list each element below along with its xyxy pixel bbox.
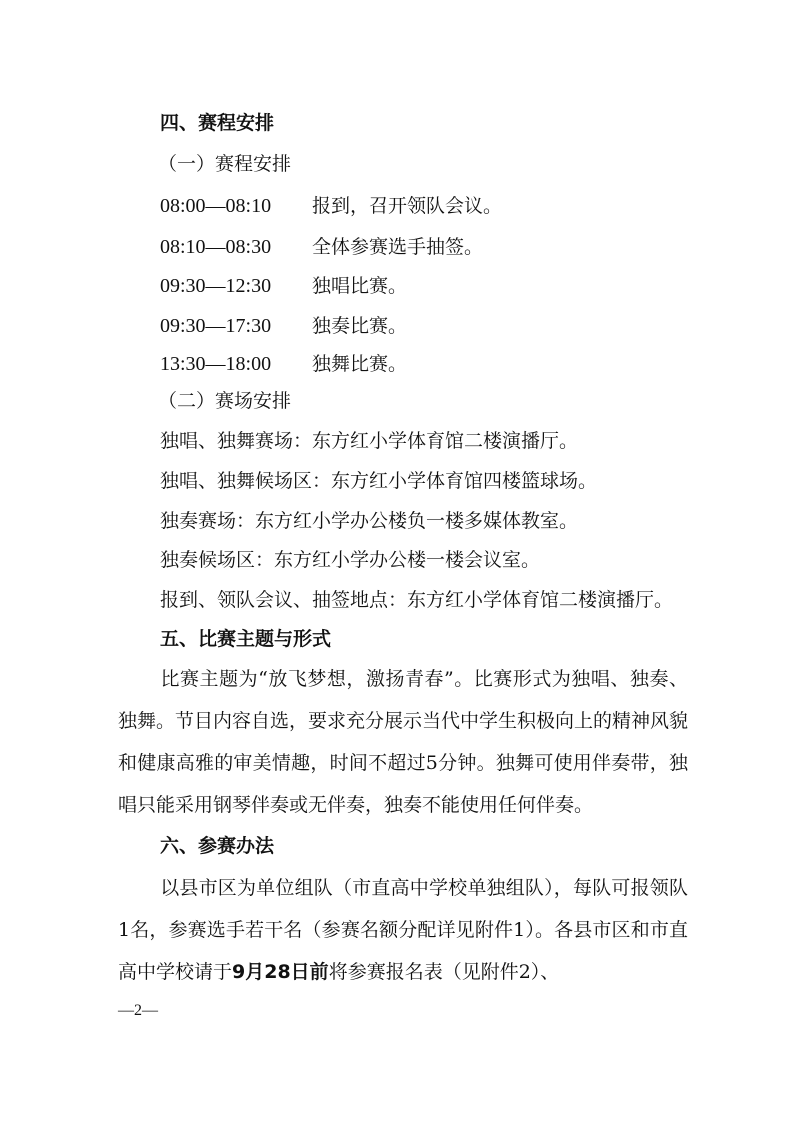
section6-paragraph	[118, 867, 688, 993]
section6-body-part2: 将参赛报名表（见附件2）、	[328, 961, 560, 983]
schedule-event: 报到，召开领队会议。	[312, 195, 503, 217]
section6-body-part1: 以县市区为单位组队（市直高中学校单独组队），每队可报领队1名，参赛选手若干名（参赛名额分配详见附件1）。各县市区和市直高中学校请于	[118, 877, 688, 983]
section6-deadline: 9月28日前	[232, 961, 329, 983]
schedule-time: 08:10—08:30	[160, 236, 272, 258]
schedule-subheading: （一）赛程安排	[158, 153, 292, 175]
page-number: —2—	[118, 1002, 158, 1019]
section4-heading: 四、赛程安排	[160, 112, 275, 134]
section5-heading: 五、比赛主题与形式	[160, 628, 332, 650]
section5-body: 比赛主题为“放飞梦想，激扬青春”。比赛形式为独唱、独奏、独舞。节目内容自选，要求充分展示当代中学生积极向上的精神风貌和健康高雅的审美情趣，时间不超过5分钟。独舞可使用伴奏带，独唱只能采用钢琴伴奏或无伴奏，独奏不能使用任何伴奏。	[118, 668, 689, 816]
venue-line: 独唱、独舞赛场：东方红小学体育馆二楼演播厅。	[160, 430, 579, 452]
schedule-event: 独舞比赛。	[312, 353, 408, 375]
schedule-row	[160, 349, 407, 376]
schedule-row	[160, 271, 407, 298]
venue-line: 报到、领队会议、抽签地点：东方红小学体育馆二楼演播厅。	[160, 589, 674, 611]
schedule-row	[160, 232, 483, 259]
schedule-row	[160, 191, 502, 218]
schedule-time: 13:30—18:00	[160, 353, 272, 375]
schedule-event: 全体参赛选手抽签。	[312, 236, 484, 258]
schedule-time: 08:00—08:10	[160, 195, 272, 217]
schedule-time: 09:30—12:30	[160, 275, 272, 297]
venue-line: 独奏候场区：东方红小学办公楼一楼会议室。	[160, 549, 541, 571]
schedule-event: 独唱比赛。	[312, 275, 408, 297]
schedule-event: 独奏比赛。	[312, 315, 408, 337]
section6-heading: 六、参赛办法	[160, 835, 275, 857]
section5-paragraph	[118, 658, 688, 826]
schedule-time: 09:30—17:30	[160, 315, 272, 337]
venue-line: 独奏赛场：东方红小学办公楼负一楼多媒体教室。	[160, 510, 579, 532]
schedule-row	[160, 311, 407, 338]
venue-subheading: （二）赛场安排	[158, 390, 292, 412]
venue-line: 独唱、独舞候场区：东方红小学体育馆四楼篮球场。	[160, 470, 598, 492]
